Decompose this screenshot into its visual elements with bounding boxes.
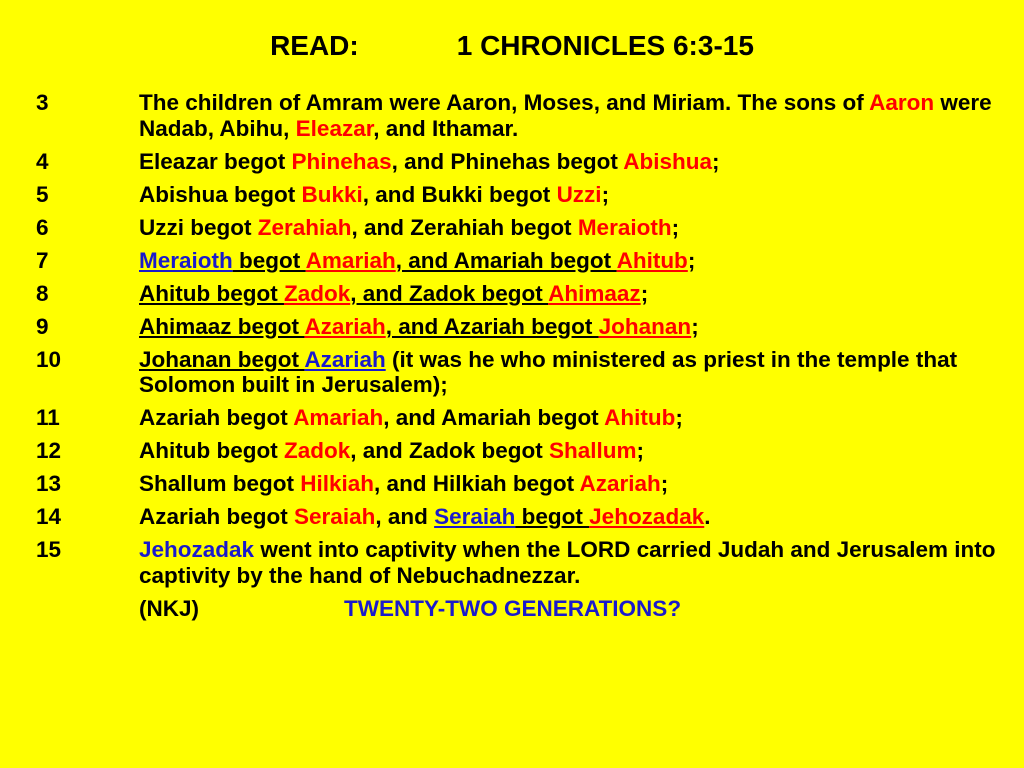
verse-text-segment: , and Hilkiah begot — [374, 471, 580, 496]
verse-text-segment: ; — [712, 148, 720, 174]
verse-name-highlight: Azariah — [304, 346, 386, 372]
verse-text-segment: Azariah begot — [139, 504, 295, 529]
verse-text — [139, 537, 996, 588]
verse-text-segment: ; — [687, 247, 696, 273]
verse-name-highlight: Jehozadak — [139, 537, 255, 562]
verse-row — [36, 248, 996, 274]
verse-text-segment: , and Phinehas begot — [391, 148, 624, 174]
verse-name-highlight: Ahitub — [604, 405, 676, 430]
verse-row — [36, 537, 996, 588]
verse-row — [36, 281, 996, 307]
verse-name-highlight: Uzzi — [556, 181, 602, 207]
verse-name-highlight: Meraioth — [139, 247, 233, 273]
verse-name-highlight: Amariah — [305, 247, 396, 273]
verse-text-segment: , and Ithamar. — [373, 115, 519, 141]
verse-row — [36, 149, 996, 175]
verse-name-highlight: Zadok — [283, 438, 351, 463]
verse-text — [139, 182, 996, 208]
verse-row — [36, 438, 996, 464]
verse-text — [139, 471, 996, 497]
verse-text — [139, 248, 996, 274]
verse-text-segment: Ahitub begot — [139, 438, 284, 463]
verse-text-segment: ; — [691, 313, 699, 339]
verse-text — [139, 347, 996, 398]
verse-text-segment: , and Bukki begot — [362, 181, 557, 207]
verse-row — [36, 90, 996, 141]
verse-number: 14 — [36, 504, 62, 529]
verse-text-segment: , and Zadok begot — [350, 438, 549, 463]
verse-text — [139, 90, 996, 141]
verse-text — [139, 281, 996, 307]
verse-text-segment: , and Amariah begot — [383, 405, 605, 430]
verse-number: 13 — [36, 471, 62, 496]
verse-text-segment: ; — [660, 471, 669, 496]
verse-text — [139, 438, 996, 464]
verse-name-highlight: Hilkiah — [300, 471, 375, 496]
verse-name-highlight: Zadok — [283, 280, 351, 306]
verse-name-highlight: Seraiah — [294, 504, 376, 529]
verse-text-segment: Shallum begot — [139, 471, 301, 496]
verse-name-highlight: Azariah — [579, 471, 661, 496]
verse-name-highlight: Zerahiah — [257, 214, 352, 240]
verse-text-segment: ; — [675, 405, 683, 430]
verse-text-segment: begot — [515, 504, 590, 529]
verse-name-highlight: Ahimaaz — [548, 280, 641, 306]
verse-row — [36, 182, 996, 208]
verse-text — [139, 149, 996, 175]
verse-text-segment: went into captivity when the LORD carried Judah and Jerusalem into captivity by the hand of Nebuchadnezzar. — [139, 537, 996, 588]
verse-text-segment: were Nadab, Abihu, — [139, 90, 992, 141]
verse-text-segment: , and Amariah begot — [395, 247, 617, 273]
verse-text-segment: ; — [640, 280, 649, 306]
verse-text-segment: , and Zadok begot — [350, 280, 549, 306]
verse-number: 3 — [36, 90, 49, 115]
verse-text-segment: Johanan begot — [139, 346, 305, 372]
verse-number: 5 — [36, 181, 49, 207]
title-reference: 1 CHRONICLES 6:3-15 — [456, 30, 754, 61]
verse-text-segment: Eleazar begot — [139, 148, 292, 174]
verse-text — [139, 314, 996, 340]
verse-row — [36, 347, 996, 398]
verse-row — [36, 405, 996, 431]
verse-name-highlight: Ahitub — [616, 247, 688, 273]
verse-number: 11 — [36, 405, 60, 430]
verse-name-highlight: Bukki — [301, 181, 363, 207]
slide-title — [0, 28, 1024, 64]
verse-number: 4 — [36, 148, 49, 174]
verse-name-highlight: Abishua — [623, 148, 713, 174]
footer-row — [36, 596, 996, 622]
verse-row — [36, 215, 996, 241]
verse-text-segment: Abishua begot — [139, 181, 302, 207]
verse-text — [139, 405, 996, 431]
verse-text-segment: Ahimaaz begot — [139, 313, 305, 339]
verse-text-segment: , and — [375, 504, 435, 529]
verse-text-segment: ; — [636, 438, 645, 463]
verse-text-segment: ; — [601, 181, 610, 207]
verse-text — [139, 215, 996, 241]
verse-name-highlight: Azariah — [304, 313, 386, 339]
verse-list — [36, 90, 996, 621]
verse-name-highlight: Shallum — [549, 438, 637, 463]
verse-number: 9 — [36, 313, 49, 339]
verse-name-highlight: Aaron — [869, 90, 935, 115]
generations-question: TWENTY-TWO GENERATIONS? — [344, 595, 682, 621]
verse-name-highlight: Meraioth — [577, 214, 672, 240]
verse-number: 10 — [36, 346, 62, 372]
verse-text-segment: (it was he who ministered as priest in the temple that Solomon built in Jerusalem); — [139, 346, 958, 397]
verse-name-highlight: Jehozadak — [589, 504, 705, 529]
translation-source: (NKJ) — [139, 595, 199, 621]
verse-text-segment: , and Zerahiah begot — [351, 214, 578, 240]
verse-row — [36, 504, 996, 530]
verse-row — [36, 471, 996, 497]
verse-number: 6 — [36, 214, 49, 240]
verse-number: 15 — [36, 537, 62, 562]
verse-number: 12 — [36, 438, 62, 463]
verse-text-segment: Azariah begot — [139, 405, 294, 430]
verse-name-highlight: Phinehas — [291, 148, 392, 174]
footer-spacer — [36, 596, 139, 622]
verse-text — [139, 504, 996, 530]
verse-name-highlight: Amariah — [293, 405, 384, 430]
title-read-label: READ: — [270, 30, 359, 61]
verse-name-highlight: Eleazar — [295, 115, 374, 141]
verse-text-segment: , and Azariah begot — [385, 313, 599, 339]
verse-number: 7 — [36, 247, 49, 273]
verse-text-segment: The children of Amram were Aaron, Moses, and Miriam. The sons of — [139, 90, 870, 115]
verse-text-segment: begot — [232, 247, 306, 273]
verse-name-highlight: Johanan — [598, 313, 692, 339]
verse-row — [36, 314, 996, 340]
verse-text-segment: Uzzi begot — [139, 214, 258, 240]
verse-name-highlight: Seraiah — [434, 504, 516, 529]
verse-number: 8 — [36, 280, 49, 306]
verse-text-segment: Ahitub begot — [139, 280, 284, 306]
verse-text-segment: . — [704, 504, 711, 529]
verse-text-segment: ; — [671, 214, 680, 240]
